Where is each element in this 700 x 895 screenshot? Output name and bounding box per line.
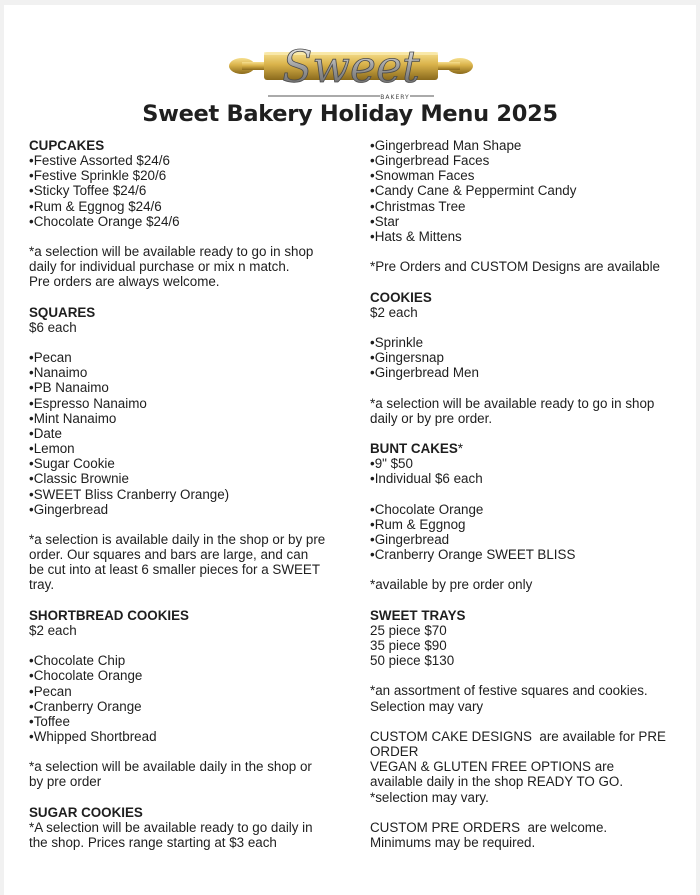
menu-note: [370, 683, 690, 698]
menu-note-text: *selection may vary.: [370, 789, 489, 805]
menu-item-text: •Individual $6 each: [370, 471, 483, 487]
spacer: [370, 562, 690, 577]
menu-item-text: •Sprinkle: [370, 334, 424, 350]
menu-item: [29, 502, 349, 517]
menu-item: [29, 183, 349, 198]
menu-note-text: *available by pre order only: [370, 577, 533, 593]
spacer: [29, 593, 349, 608]
menu-item-text: •Christmas Tree: [370, 198, 466, 214]
menu-note-text: *an assortment of festive squares and cookies.: [370, 683, 648, 699]
menu-note-text: tray.: [29, 577, 55, 593]
menu-item-text: •Festive Assorted $24/6: [29, 153, 170, 169]
section-heading: [370, 608, 690, 623]
menu-note: [29, 547, 349, 562]
menu-note-text: *a selection will be available ready to go in shop: [29, 244, 314, 260]
menu-item-text: •Sugar Cookie: [29, 456, 115, 472]
price-line-text: $2 each: [29, 622, 77, 638]
menu-item-text: •Classic Brownie: [29, 471, 129, 487]
menu-item: [370, 456, 690, 471]
menu-item: [370, 517, 690, 532]
menu-note-text: available daily in the shop READY TO GO.: [370, 774, 624, 790]
menu-item: [370, 502, 690, 517]
spacer: [29, 290, 349, 305]
menu-item: [29, 714, 349, 729]
section-heading: [29, 608, 349, 623]
menu-note-text: *a selection will be available ready to go in shop: [370, 395, 655, 411]
menu-note: [370, 790, 690, 805]
menu-item: [29, 214, 349, 229]
menu-note: [29, 835, 349, 850]
menu-item: [29, 456, 349, 471]
menu-item-text: •Pecan: [29, 350, 72, 366]
price-line: [370, 638, 690, 653]
menu-item-text: •Espresso Nanaimo: [29, 395, 147, 411]
menu-note: [29, 562, 349, 577]
price-line-text: 50 piece $130: [370, 653, 455, 669]
menu-item: [370, 532, 690, 547]
menu-item: [29, 471, 349, 486]
spacer: [370, 668, 690, 683]
menu-note: [29, 532, 349, 547]
menu-item-text: •Gingersnap: [370, 350, 444, 366]
menu-note: [370, 699, 690, 714]
svg-text:BAKERY: BAKERY: [380, 94, 410, 101]
section-heading: [29, 305, 349, 320]
menu-item: [370, 365, 690, 380]
menu-item-text: •Mint Nanaimo: [29, 410, 117, 426]
section-heading-text: SUGAR COOKIES: [29, 804, 143, 820]
menu-item: [29, 653, 349, 668]
spacer: [370, 805, 690, 820]
menu-note-text: *a selection will be available daily in the shop or: [29, 759, 312, 775]
spacer: [370, 274, 690, 289]
sweet-bakery-logo: [228, 22, 474, 102]
menu-note-text: *Pre Orders and CUSTOM Designs are available: [370, 259, 661, 275]
menu-item-text: •Gingerbread Faces: [370, 153, 490, 169]
price-line-text: 25 piece $70: [370, 622, 447, 638]
menu-item-text: •Sticky Toffee $24/6: [29, 183, 147, 199]
menu-note-text: daily for individual purchase or mix n match.: [29, 259, 290, 275]
menu-item: [29, 396, 349, 411]
menu-item-text: •Festive Sprinkle $20/6: [29, 168, 167, 184]
menu-note-text: CUSTOM CAKE DESIGNS are available for PRE: [370, 728, 666, 744]
menu-item-text: •Chocolate Orange: [29, 668, 143, 684]
menu-item-text: •SWEET Bliss Cranberry Orange): [29, 486, 230, 502]
menu-note: [370, 577, 690, 592]
svg-text:Sweet: Sweet: [282, 42, 420, 93]
menu-item-text: •Chocolate Orange $24/6: [29, 213, 180, 229]
menu-item-text: •Date: [29, 425, 62, 441]
spacer: [370, 593, 690, 608]
spacer: [370, 426, 690, 441]
section-heading-text: SQUARES: [29, 304, 96, 320]
menu-note: [29, 244, 349, 259]
price-line-text: $2 each: [370, 304, 418, 320]
menu-item: [29, 668, 349, 683]
section-heading-text: SWEET TRAYS: [370, 607, 466, 623]
menu-item: [370, 183, 690, 198]
menu-item-text: •Candy Cane & Peppermint Candy: [370, 183, 577, 199]
menu-note: [370, 835, 690, 850]
menu-note-text: order. Our squares and bars are large, and can: [29, 547, 309, 563]
spacer: [370, 380, 690, 395]
menu-note: [370, 820, 690, 835]
menu-item: [29, 426, 349, 441]
menu-item-text: •Lemon: [29, 441, 75, 457]
menu-item-text: •Gingerbread: [370, 531, 450, 547]
menu-note-text: Minimums may be required.: [370, 835, 536, 851]
menu-item: [29, 487, 349, 502]
menu-note-text: daily or by pre order.: [370, 410, 493, 426]
menu-note: [29, 774, 349, 789]
menu-item: [370, 214, 690, 229]
menu-note: [370, 729, 690, 744]
menu-item: [370, 153, 690, 168]
menu-item: [370, 229, 690, 244]
menu-item: [29, 350, 349, 365]
menu-item: [370, 471, 690, 486]
price-line-text: 35 piece $90: [370, 638, 447, 654]
menu-item: [370, 350, 690, 365]
menu-item: [29, 153, 349, 168]
menu-note-text: the shop. Prices range starting at $3 each: [29, 835, 277, 851]
price-line: [370, 623, 690, 638]
menu-note-text: *a selection is available daily in the shop or by pre: [29, 532, 326, 547]
left-column: [29, 138, 349, 850]
section-heading-text: COOKIES: [370, 289, 432, 305]
menu-item-text: •Chocolate Chip: [29, 653, 126, 669]
spacer: [370, 487, 690, 502]
spacer: [370, 320, 690, 335]
menu-note: [370, 744, 690, 759]
menu-item-text: •Gingerbread: [29, 501, 109, 517]
menu-item-text: •Gingerbread Man Shape: [370, 138, 522, 153]
menu-item-text: •Chocolate Orange: [370, 501, 484, 517]
price-line: [29, 320, 349, 335]
menu-note-text: by pre order: [29, 774, 102, 790]
menu-item-text: •Rum & Eggnog $24/6: [29, 198, 162, 214]
menu-note: [370, 411, 690, 426]
menu-item: [29, 684, 349, 699]
menu-item: [370, 335, 690, 350]
spacer: [370, 244, 690, 259]
spacer: [29, 335, 349, 350]
menu-note: [29, 274, 349, 289]
price-line: [370, 653, 690, 668]
menu-note-text: be cut into at least 6 smaller pieces for a SWEET: [29, 562, 320, 578]
price-line: [29, 623, 349, 638]
spacer: [29, 229, 349, 244]
rolling-pin-logo-icon: [228, 22, 474, 102]
spacer: [370, 714, 690, 729]
menu-item: [29, 380, 349, 395]
menu-note-text: Pre orders are always welcome.: [29, 274, 220, 290]
menu-item-text: •Nanaimo: [29, 365, 88, 381]
menu-item-text: •Star: [370, 213, 400, 229]
spacer: [29, 744, 349, 759]
menu-item-text: •Toffee: [29, 713, 70, 729]
page-title: Sweet Bakery Holiday Menu 2025: [142, 101, 558, 127]
section-heading: [370, 290, 690, 305]
menu-note-text: VEGAN & GLUTEN FREE OPTIONS are: [370, 759, 615, 775]
menu-note: [29, 759, 349, 774]
menu-item: [29, 729, 349, 744]
right-column: [370, 138, 690, 850]
menu-item: [29, 168, 349, 183]
menu-item: [29, 411, 349, 426]
menu-note: [370, 759, 690, 774]
menu-item-text: •Whipped Shortbread: [29, 729, 157, 744]
menu-note: [29, 259, 349, 274]
menu-item: [370, 199, 690, 214]
menu-item-text: •Cranberry Orange: [29, 698, 142, 714]
menu-item: [29, 365, 349, 380]
menu-item-text: •Rum & Eggnog: [370, 516, 466, 532]
menu-note: [370, 396, 690, 411]
menu-note-text: ORDER: [370, 744, 419, 760]
menu-item-text: •Hats & Mittens: [370, 228, 462, 244]
menu-item: [29, 199, 349, 214]
section-heading-text: CUPCAKES: [29, 138, 105, 153]
menu-item-text: •Pecan: [29, 683, 72, 699]
menu-note-text: *A selection will be available ready to go daily in: [29, 819, 313, 835]
section-heading: [29, 805, 349, 820]
menu-item-text: •PB Nanaimo: [29, 380, 109, 396]
section-heading: [370, 441, 690, 456]
menu-item: [370, 138, 690, 153]
menu-item-text: •Cranberry Orange SWEET BLISS: [370, 547, 576, 563]
section-heading-text: BUNT CAKES: [370, 441, 458, 457]
menu-item-text: •Snowman Faces: [370, 168, 475, 184]
section-heading: [29, 138, 349, 153]
menu-note: [370, 774, 690, 789]
menu-item: [29, 699, 349, 714]
spacer: [29, 790, 349, 805]
menu-note: [29, 577, 349, 592]
menu-note: [370, 259, 690, 274]
menu-item: [370, 168, 690, 183]
price-line: [370, 305, 690, 320]
section-heading-text: SHORTBREAD COOKIES: [29, 607, 189, 623]
menu-item-text: •9" $50: [370, 456, 413, 472]
menu-note-text: Selection may vary: [370, 698, 484, 714]
price-line-text: $6 each: [29, 319, 77, 335]
menu-item: [370, 547, 690, 562]
menu-note-text: CUSTOM PRE ORDERS are welcome.: [370, 819, 608, 835]
menu-item-text: •Gingerbread Men: [370, 365, 479, 381]
menu-note: [29, 820, 349, 835]
asterisk-mark: *: [457, 441, 464, 457]
spacer: [29, 638, 349, 653]
spacer: [29, 517, 349, 532]
menu-item: [29, 441, 349, 456]
